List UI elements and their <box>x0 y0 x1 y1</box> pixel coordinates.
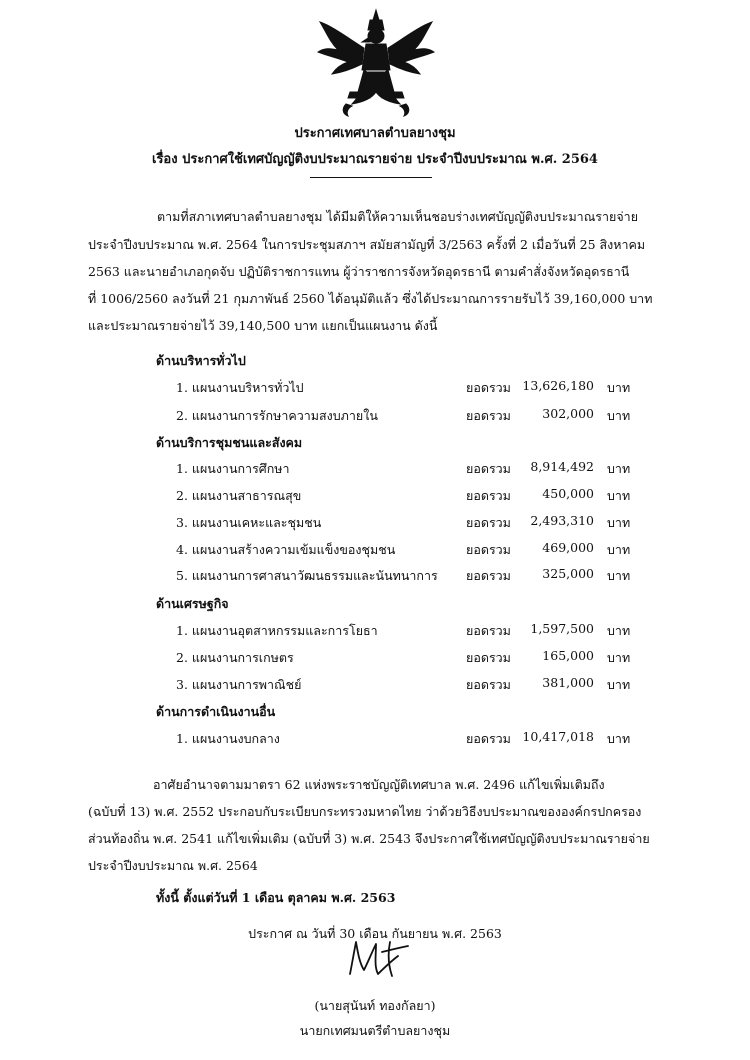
org-title: ประกาศเทศบาลตำบลยางชุม <box>294 126 456 141</box>
intro-line-3: 2563 และนายอำเภอกุดจับ ปฏิบัติราชการแทน ผู้ว่าราชการจังหวัดอุดรธานี ตามคำสั่งจังหวัดอุดรธานี <box>88 264 630 279</box>
item-amount: 13,626,180 <box>522 378 594 393</box>
authority-line-3: ส่วนท้องถิ่น พ.ศ. 2541 แก้ไขเพิ่มเติม (ฉบับที่ 3) พ.ศ. 2543 จึงประกาศใช้เทศบัญญัติงบประมาณรายจ่าย <box>88 831 650 846</box>
item-amount: 1,597,500 <box>530 621 594 636</box>
intro-line-5: และประมาณรายจ่ายไว้ 39,140,500 บาท แยกเป็นแผนงาน ดังนี้ <box>88 318 438 333</box>
authority-line-1: อาศัยอำนาจตามมาตรา 62 แห่งพระราชบัญญัติเทศบาล พ.ศ. 2496 แก้ไขเพิ่มเติมถึง <box>153 777 605 792</box>
section-title: ด้านการดำเนินงานอื่น <box>156 704 276 719</box>
item-total-label: ยอดรวม <box>466 623 511 638</box>
signer-title: นายกเทศมนตรีตำบลยางชุม <box>299 1023 451 1038</box>
item-label: 2. แผนงานสาธารณสุข <box>176 488 302 503</box>
item-total-label: ยอดรวม <box>466 408 511 423</box>
item-label: 3. แผนงานเคหะและชุมชน <box>176 515 322 530</box>
item-total-label: ยอดรวม <box>466 650 511 665</box>
item-amount: 450,000 <box>542 486 594 501</box>
subject-title: เรื่อง ประกาศใช้เทศบัญญัติงบประมาณรายจ่าย ประจำปีงบประมาณ พ.ศ. 2564 <box>152 152 598 167</box>
item-amount: 8,914,492 <box>530 459 594 474</box>
item-amount: 10,417,018 <box>522 729 594 744</box>
announced-date: ประกาศ ณ วันที่ 30 เดือน กันยายน พ.ศ. 2563 <box>248 926 502 941</box>
item-total-label: ยอดรวม <box>466 731 511 746</box>
item-total-label: ยอดรวม <box>466 515 511 530</box>
item-unit: บาท <box>607 408 631 423</box>
item-unit: บาท <box>607 731 631 746</box>
item-total-label: ยอดรวม <box>466 677 511 692</box>
item-unit: บาท <box>607 568 631 583</box>
item-total-label: ยอดรวม <box>466 542 511 557</box>
item-label: 4. แผนงานสร้างความเข้มแข็งของชุมชน <box>176 542 396 557</box>
item-label: 1. แผนงานงบกลาง <box>176 731 280 746</box>
item-unit: บาท <box>607 461 631 476</box>
item-unit: บาท <box>607 488 631 503</box>
item-label: 2. แผนงานการเกษตร <box>176 650 294 665</box>
item-amount: 325,000 <box>542 566 594 581</box>
garuda-emblem-icon <box>312 8 440 120</box>
item-amount: 2,493,310 <box>530 513 594 528</box>
item-label: 1. แผนงานบริหารทั่วไป <box>176 380 304 395</box>
item-unit: บาท <box>607 623 631 638</box>
signature-icon <box>332 934 422 982</box>
item-amount: 302,000 <box>542 406 594 421</box>
authority-line-2: (ฉบับที่ 13) พ.ศ. 2552 ประกอบกับระเบียบกระทรวงมหาดไทย ว่าด้วยวิธีงบประมาณขององค์กรปกครอง <box>88 804 642 819</box>
title-divider <box>310 177 432 178</box>
item-unit: บาท <box>607 515 631 530</box>
section-title: ด้านบริการชุมชนและสังคม <box>156 435 303 450</box>
item-unit: บาท <box>607 542 631 557</box>
item-unit: บาท <box>607 650 631 665</box>
item-unit: บาท <box>607 677 631 692</box>
intro-line-2: ประจำปีงบประมาณ พ.ศ. 2564 ในการประชุมสภาฯ สมัยสามัญที่ 3/2563 ครั้งที่ 2 เมื่อวันที่ 25 สิงหาคม <box>88 237 646 252</box>
signer-name: (นายสุนันท์ ทองกัลยา) <box>314 998 436 1013</box>
item-amount: 165,000 <box>542 648 594 663</box>
item-label: 1. แผนงานอุตสาหกรรมและการโยธา <box>176 623 378 638</box>
intro-line-1: ตามที่สภาเทศบาลตำบลยางชุม ได้มีมติให้ความเห็นชอบร่างเทศบัญญัติงบประมาณรายจ่าย <box>157 209 639 224</box>
item-total-label: ยอดรวม <box>466 488 511 503</box>
item-amount: 381,000 <box>542 675 594 690</box>
item-label: 2. แผนงานการรักษาความสงบภายใน <box>176 408 378 423</box>
item-label: 1. แผนงานการศึกษา <box>176 461 290 476</box>
item-amount: 469,000 <box>542 540 594 555</box>
section-title: ด้านบริหารทั่วไป <box>156 353 246 368</box>
intro-line-4: ที่ 1006/2560 ลงวันที่ 21 กุมภาพันธ์ 2560 ได้อนุมัติแล้ว ซึ่งได้ประมาณการรายรับไว้ 39,160,000 บาท <box>88 291 653 306</box>
item-total-label: ยอดรวม <box>466 568 511 583</box>
item-total-label: ยอดรวม <box>466 461 511 476</box>
item-total-label: ยอดรวม <box>466 380 511 395</box>
item-unit: บาท <box>607 380 631 395</box>
effective-date: ทั้งนี้ ตั้งแต่วันที่ 1 เดือน ตุลาคม พ.ศ. 2563 <box>156 890 396 905</box>
section-title: ด้านเศรษฐกิจ <box>156 596 229 611</box>
authority-line-4: ประจำปีงบประมาณ พ.ศ. 2564 <box>88 858 258 873</box>
item-label: 3. แผนงานการพาณิชย์ <box>176 677 302 692</box>
item-label: 5. แผนงานการศาสนาวัฒนธรรมและนันทนาการ <box>176 568 438 583</box>
